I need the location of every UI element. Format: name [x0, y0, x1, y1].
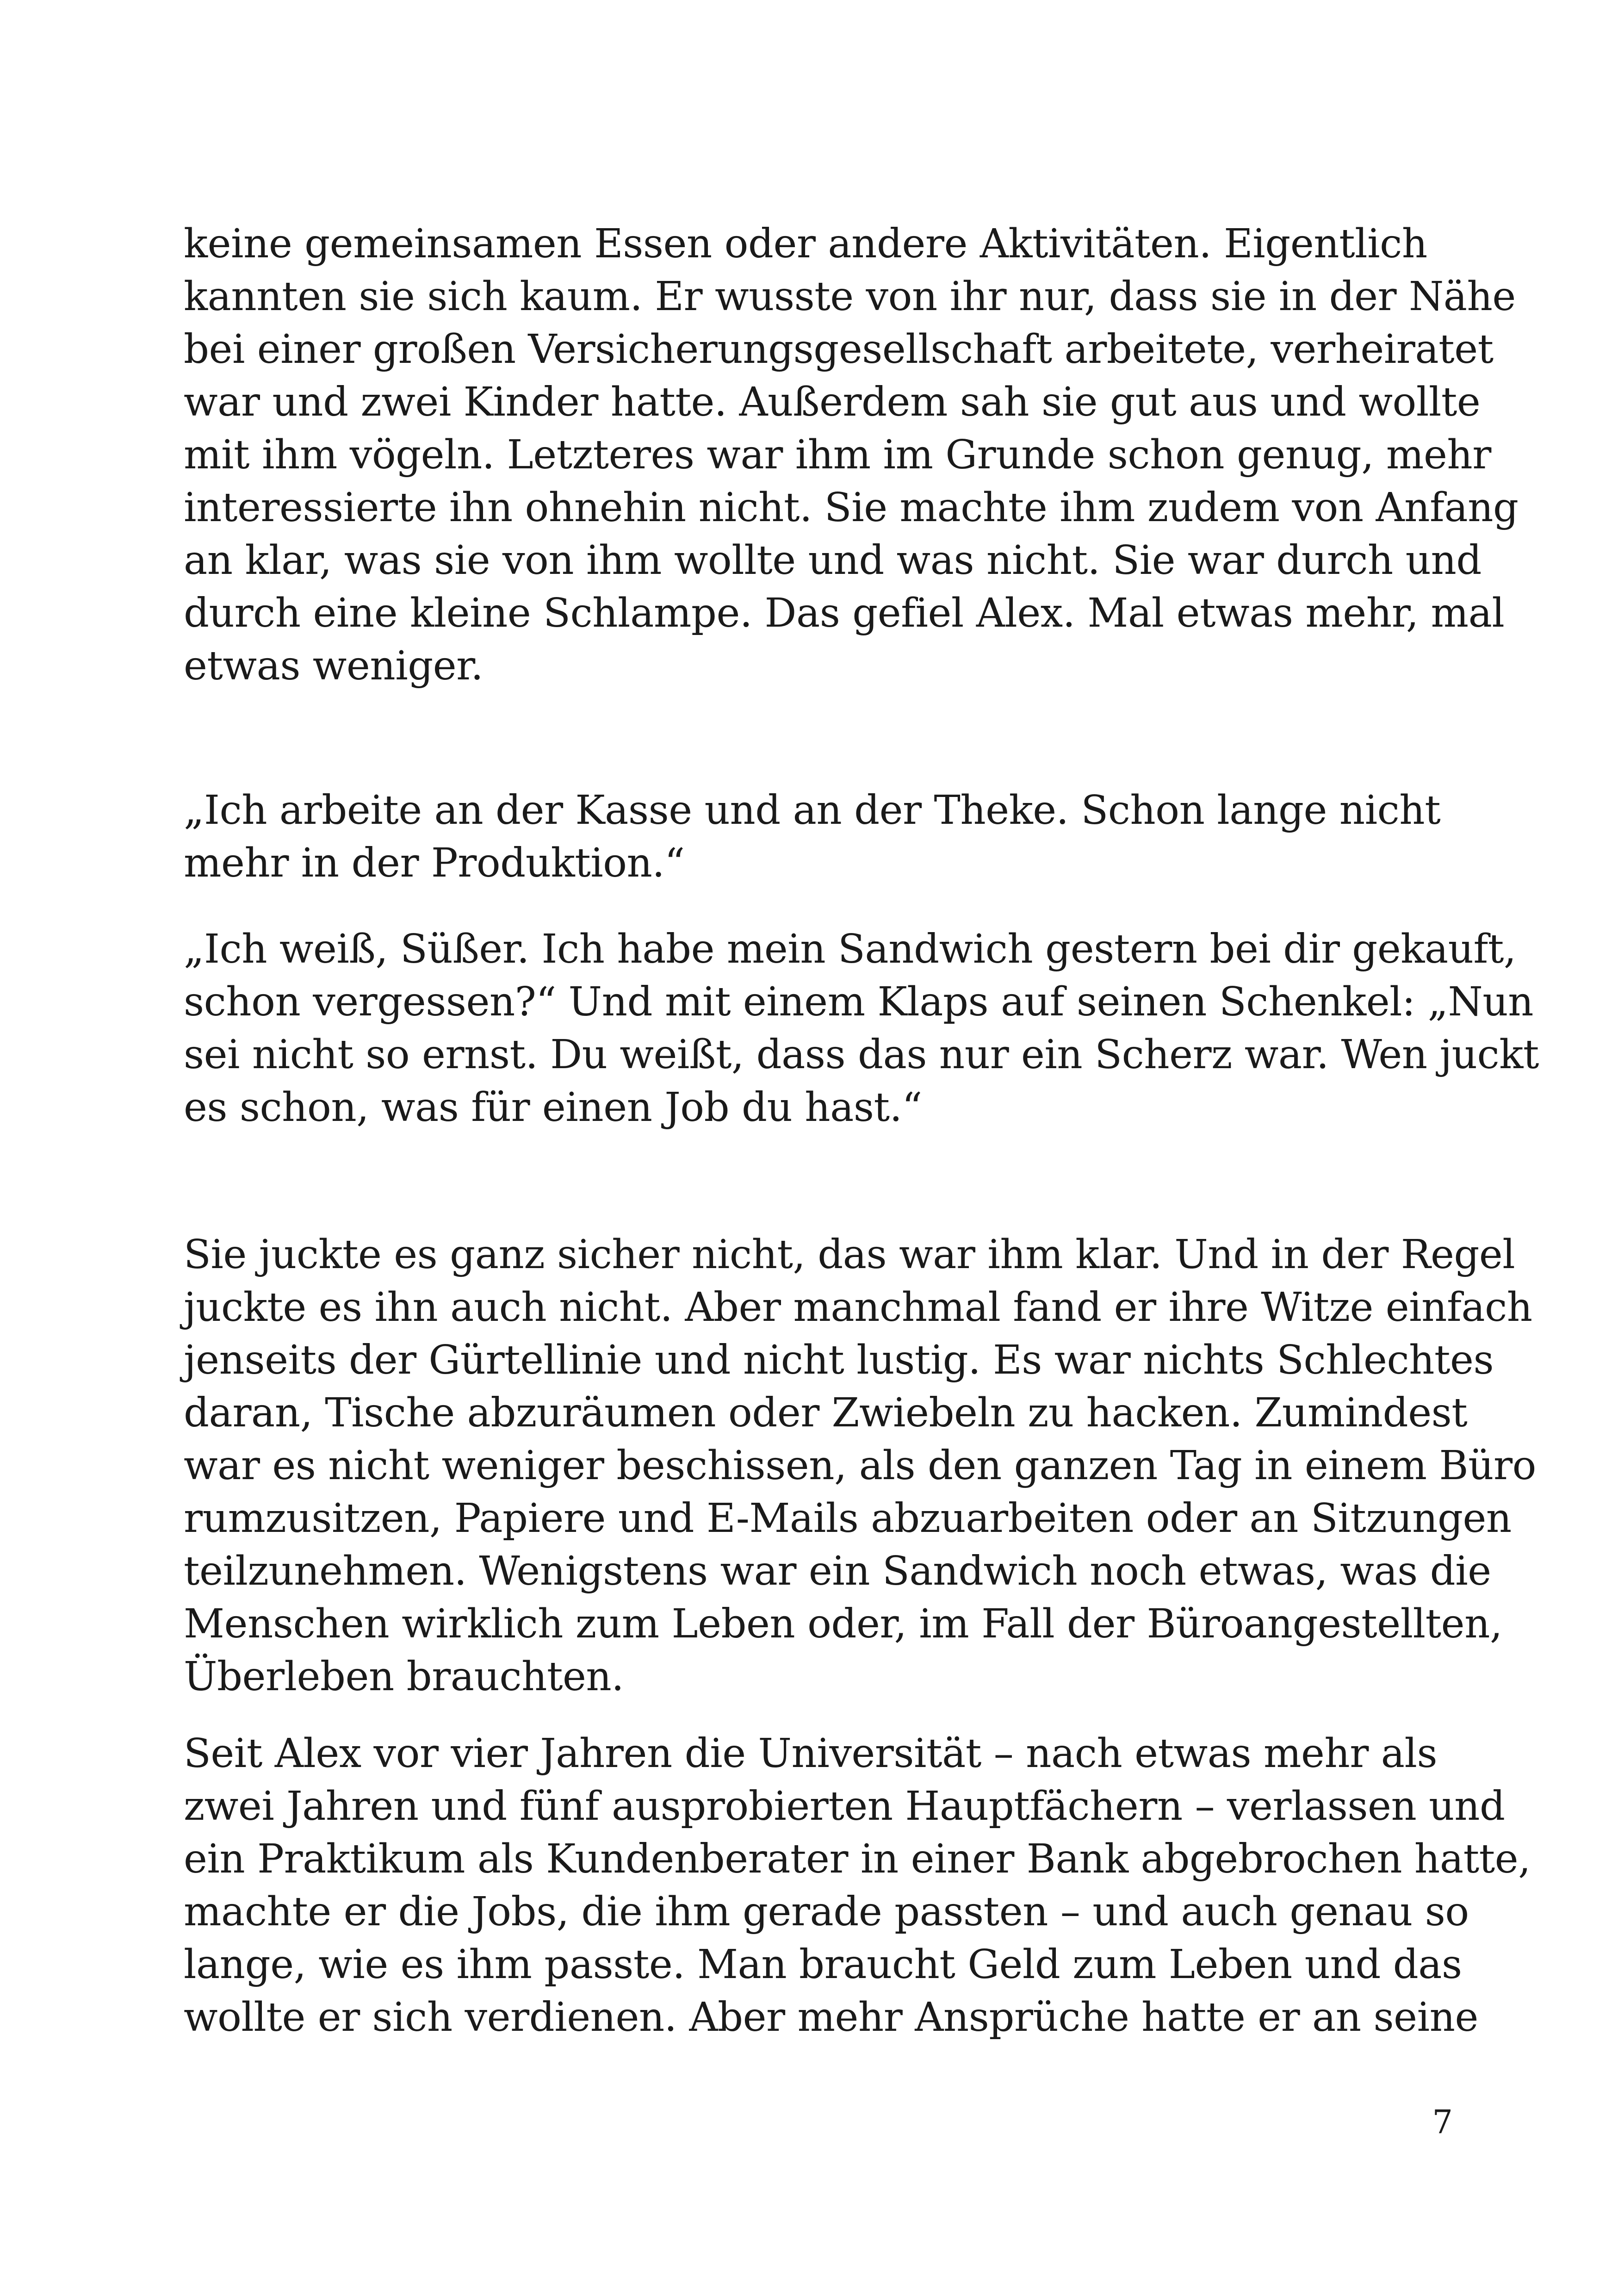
text-line: wollte er sich verdienen. Aber mehr Ansprüche hatte er an seine	[184, 1994, 1478, 2041]
text-line: bei einer großen Versicherungsgesellschaft arbeitete, verheiratet	[184, 326, 1494, 373]
text-line: Sie juckte es ganz sicher nicht, das war ihm klar. Und in der Regel	[184, 1232, 1515, 1278]
text-line: durch eine kleine Schlampe. Das gefiel Alex. Mal etwas mehr, mal	[184, 590, 1505, 636]
text-line: juckte es ihn auch nicht. Aber manchmal fand er ihre Witze einfach	[184, 1284, 1532, 1331]
text-line: „Ich arbeite an der Kasse und an der Theke. Schon lange nicht	[184, 787, 1441, 834]
text-line: zwei Jahren und fünf ausprobierten Hauptfächern – verlassen und	[184, 1783, 1505, 1829]
text-line: „Ich weiß, Süßer. Ich habe mein Sandwich gestern bei dir gekauft,	[184, 926, 1516, 972]
paragraph	[184, 1727, 1531, 2044]
text-line: sei nicht so ernst. Du weißt, dass das nur ein Scherz war. Wen juckt	[184, 1032, 1539, 1078]
text-line: lange, wie es ihm passte. Man braucht Geld zum Leben und das	[184, 1941, 1462, 1988]
text-line: keine gemeinsamen Essen oder andere Aktivitäten. Eigentlich	[184, 221, 1427, 267]
text-line: jenseits der Gürtellinie und nicht lustig. Es war nichts Schlechtes	[184, 1337, 1494, 1383]
page-number: 7	[1432, 2103, 1453, 2141]
text-line: etwas weniger.	[184, 643, 484, 689]
paragraph	[184, 784, 1456, 890]
text-line: kannten sie sich kaum. Er wusste von ihr nur, dass sie in der Nähe	[184, 274, 1516, 320]
text-line: daran, Tische abzuräumen oder Zwiebeln zu hacken. Zumindest	[184, 1390, 1468, 1436]
text-line: an klar, was sie von ihm wollte und was nicht. Sie war durch und	[184, 537, 1482, 584]
text-line: ein Praktikum als Kundenberater in einer Bank abgebrochen hatte,	[184, 1836, 1531, 1882]
text-line: schon vergessen?“ Und mit einem Klaps auf seinen Schenkel: „Nun	[184, 979, 1534, 1025]
text-line: mit ihm vögeln. Letzteres war ihm im Grunde schon genug, mehr	[184, 432, 1491, 478]
text-line: mehr in der Produktion.“	[184, 840, 685, 886]
text-line: interessierte ihn ohnehin nicht. Sie machte ihm zudem von Anfang	[184, 485, 1519, 531]
text-line: machte er die Jobs, die ihm gerade passten – und auch genau so	[184, 1889, 1469, 1935]
text-line: rumzusitzen, Papiere und E-Mails abzuarbeiten oder an Sitzungen	[184, 1495, 1512, 1542]
text-line: teilzunehmen. Wenigstens war ein Sandwich noch etwas, was die	[184, 1548, 1491, 1594]
paragraph	[184, 1228, 1536, 1703]
text-line: Überleben brauchten.	[184, 1654, 624, 1700]
text-line: war es nicht weniger beschissen, als den ganzen Tag in einem Büro	[184, 1443, 1536, 1489]
paragraph	[184, 218, 1519, 692]
text-line: Seit Alex vor vier Jahren die Universität – nach etwas mehr als	[184, 1730, 1438, 1777]
text-line: es schon, was für einen Job du hast.“	[184, 1084, 922, 1131]
text-line: war und zwei Kinder hatte. Außerdem sah sie gut aus und wollte	[184, 379, 1481, 425]
paragraph	[184, 923, 1539, 1134]
text-line: Menschen wirklich zum Leben oder, im Fall der Büroangestellten,	[184, 1601, 1502, 1647]
